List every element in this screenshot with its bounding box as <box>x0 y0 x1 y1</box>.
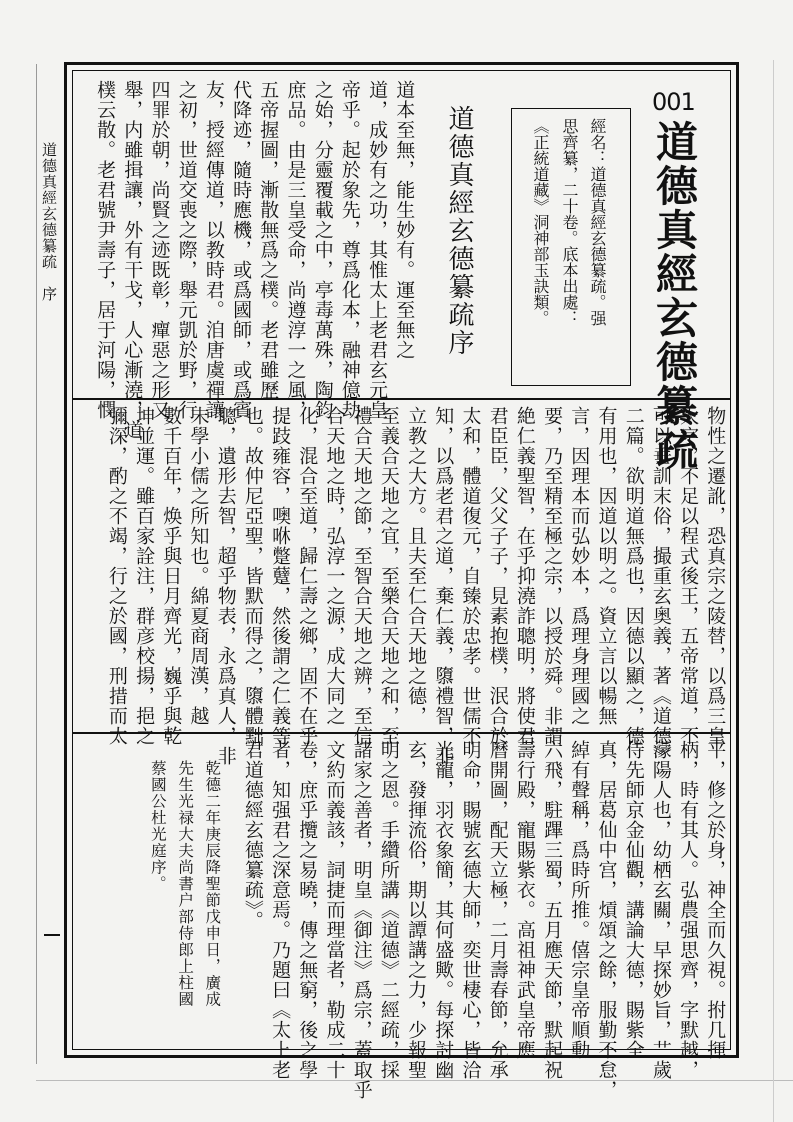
text-column: 柄，時有其人。弘農强思齊，字默越， <box>677 740 700 1080</box>
text-column: 平，修之於身，神全而久視。拊几揮 <box>704 740 727 1060</box>
text-column: 明之恩。手纘所講《道德》二經疏，採 <box>377 740 400 1080</box>
text-column: 玄，發揮流俗，期以譚講之力，少報聖 <box>405 740 428 1080</box>
text-column: 代降迹，隨時應機，或爲國師，或爲賓 <box>230 80 253 420</box>
book-title: 道德真經玄德纂疏 <box>650 120 699 472</box>
text-column: 卷，庶乎攬之易曉，傳之無窮，後之學 <box>296 740 319 1080</box>
text-column: 蔡國公杜光庭序。 <box>148 760 167 892</box>
text-column: 坤並運。雖百家詮注，群彦校揚，挹之 <box>133 406 156 746</box>
text-column: 者，知强君之深意焉。乃題曰《太上老 <box>269 740 292 1080</box>
text-column: 要，乃至精至極之宗，以授於舜。非謂 <box>541 406 564 746</box>
text-column: 合天地之時，弘淳一之源，成大同之 <box>323 406 346 726</box>
page-left-edge-line <box>36 64 37 1064</box>
text-column: 可以垂訓末俗，撮重玄奥義，著《道德》 <box>649 406 672 766</box>
text-column: 知，以爲老君之道，棄仁義，隳禮智，非 <box>432 406 455 766</box>
text-column: 舉，内雖揖讓，外有干戈，人心漸澆，道 <box>121 80 144 440</box>
text-column: 君臣臣，父父子子，見素抱樸，泯合於 <box>486 406 509 746</box>
metadata-line: 《正統道藏》洞神部玉訣類。 <box>531 118 550 326</box>
text-column: 文約而義該，詞捷而理當者，勒成二十 <box>323 740 346 1080</box>
text-column: 物性之遷訛，恐真宗之陵替，以爲三皇 <box>704 406 727 746</box>
text-column: 庶品。由是三皇受命，尚遵淳一之風， <box>284 80 307 420</box>
text-column: 帝乎。起於象先，尊爲化本，融神億劫 <box>338 80 361 420</box>
metadata-line: 思齊纂，二十卷。底本出處： <box>560 118 579 326</box>
metadata-line: 經名：道德真經玄德纂疏。强 <box>588 118 607 326</box>
text-column: 大字，不足以程式後王，五帝常道，不 <box>677 406 700 746</box>
text-column: 明命，賜號玄德大師，奕世棲心，皆洽 <box>459 740 482 1080</box>
text-column: 立教之大方。且夫至仁合天地之德， <box>405 406 428 726</box>
text-column: 道，成妙有之功，其惟太上老君玄元皇 <box>366 80 389 420</box>
text-column: 數千百年，焕乎與日月齊光，巍乎與乾 <box>160 406 183 746</box>
text-column: 絶仁義聖智，在乎抑澆詐聰明，將使君 <box>513 406 536 746</box>
text-column: 四罪於朝，尚賢之迹既彰，癉惡之形又 <box>148 80 171 420</box>
text-column: 真，居葛仙中宫，熕頌之餘，服勤不怠， <box>595 740 618 1100</box>
text-column: 濛陽人也，幼栖玄關，早探妙旨，艹歲 <box>649 740 672 1080</box>
side-margin-mark <box>44 934 60 936</box>
text-column: 聰，遺形去智，超乎物表，永爲真人，非 <box>214 406 237 766</box>
preface-title: 道德真經玄德纂疏序 <box>444 105 474 357</box>
text-column: 二篇。欲明道無爲也，因德以顯之，德 <box>622 406 645 746</box>
text-column: 至義合天地之宜，至樂合天地之和，至 <box>377 406 400 746</box>
text-column: 乾德二年庚辰降聖節戊申日，廣成 <box>203 760 222 1008</box>
text-column: 彌深，酌之不竭，行之於國，刑措而太 <box>105 406 128 746</box>
text-column: 有用也，因道以明之。資立言以暢無 <box>595 406 618 726</box>
text-column: 五帝握圖，漸散無爲之樸。老君雖歷 <box>257 80 280 400</box>
running-head: 道德真經玄德纂疏 序 <box>40 142 58 302</box>
text-column: 六飛，駐蹕三蜀，五月應天節，默起祝 <box>541 740 564 1080</box>
page-number: 001 <box>652 88 695 116</box>
text-column: 道本至無，能生妙有。運至無之 <box>393 80 416 360</box>
text-column: 友，授經傳道，以教時君。洎唐虞禪讓 <box>202 80 225 420</box>
text-column: 末學小儒之所知也。綿夏商周漢，越 <box>187 406 210 726</box>
text-column: 光寵，羽衣象簡，其何盛歟。每探討幽 <box>432 740 455 1080</box>
text-column: 曆開圖，配天立極，二月壽春節，允承 <box>486 740 509 1080</box>
page-right-edge-line <box>773 60 774 1122</box>
text-column: 先生光禄大夫尚書户部侍郎上柱國 <box>176 760 195 1008</box>
text-column: 侍先師京金仙觀，講論大德，賜紫全 <box>622 740 645 1060</box>
text-column: 之初，世道交喪之際，舉元凱於野，行 <box>175 80 198 420</box>
text-column: 提跂雍容，噢咻蹩躠，然後謂之仁義等 <box>269 406 292 746</box>
page-bottom-edge-line <box>36 1080 793 1081</box>
text-column: 禮合天地之節，至智合天地之辨，至信 <box>350 406 373 746</box>
text-column: 化，混合至道，歸仁壽之鄉，固不在乎 <box>296 406 319 746</box>
text-column: 之始，分靈覆載之中，亭毒萬殊，陶鈞 <box>311 80 334 420</box>
divider-upper <box>72 398 731 400</box>
text-column: 太和，體道復元，自臻於忠孝。世儒不 <box>459 406 482 746</box>
text-column: 也。故仲尼亞聖，皆默而得之，隳體黜 <box>241 406 264 746</box>
text-column: 綽有聲稱，爲時所推。僖宗皇帝順動 <box>568 740 591 1060</box>
text-column: 壽行殿，寵賜紫衣。高祖神武皇帝應 <box>513 740 536 1060</box>
text-column: 樸云散。老君號尹壽子，居于河陽，憫 <box>94 80 117 420</box>
text-column: 諸家之善者，明皇《御注》爲宗，蓋取乎 <box>350 740 373 1100</box>
text-column: 君道德經玄德纂疏》。 <box>241 740 264 931</box>
text-column: 言，因理本而弘妙本，爲理身理國之 <box>568 406 591 726</box>
